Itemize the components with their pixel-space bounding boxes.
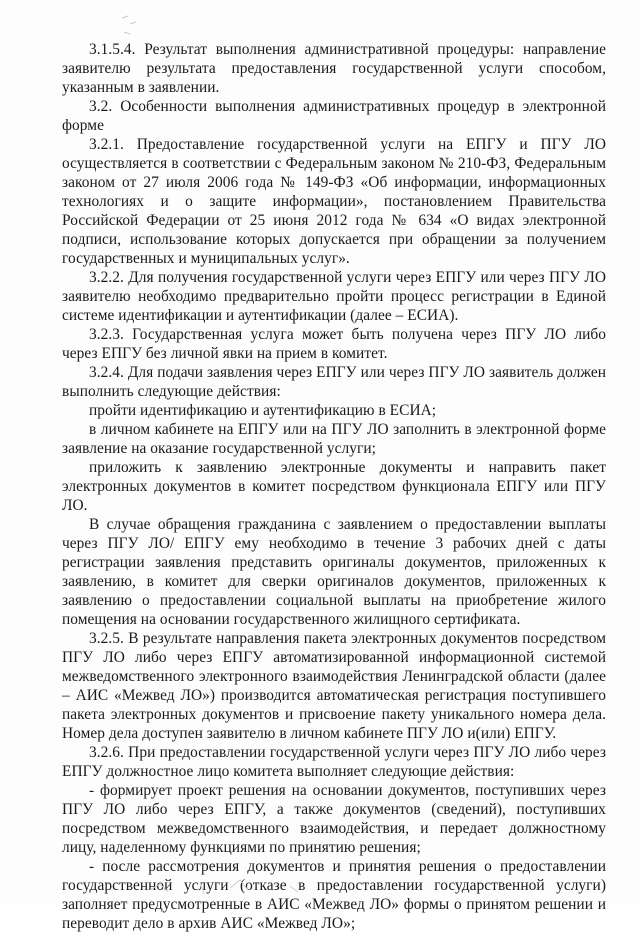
list-item-attach-documents: приложить к заявлению электронные документы и направить пакет электронных документов в комитет посредством функционала ЕПГУ или ПГУ ЛО. [62,459,606,514]
paragraph-3-1-5-4: 3.1.5.4. Результат выполнения административной процедуры: направление заявителю результата предоставления государственной услуги способом, указанным в заявлении. [62,41,606,96]
list-item-esia: пройти идентификацию и аутентификацию в ЕСИА; [89,402,437,419]
paragraph-3-2-6: 3.2.6. При предоставлении государственной услуги через ПГУ ЛО либо через ЕПГУ должностное лицо комитета выполняет следующие действия: [62,744,606,780]
paragraph-3-2-5: 3.2.5. В результате направления пакета электронных документов посредством ПГУ ЛО либо через ЕПГУ автоматизированной информационной системой межведомственного электронного взаимодействия Ленинградской области (далее – АИС «Межвед ЛО») производится автоматическая регистрация поступившего пакета электронных документов и присвоение пакету уникального номера дела. Номер дела доступен заявителю в личном кабинете ПГУ ЛО и(или) ЕПГУ. [62,630,606,742]
paragraph-originals-check: В случае обращения гражданина с заявлением о предоставлении выплаты через ПГУ ЛО/ ЕПГУ ему необходимо в течение 3 рабочих дней с даты регистрации заявления представить оригиналы документов, приложенных к заявлению, в комитет для сверки оригиналов документов, приложенных к заявлению о предоставлении социальной выплаты на приобретение жилого помещения на основании государственного жилищного сертификата. [62,516,606,628]
paragraph-3-2-heading: 3.2. Особенности выполнения административных процедур в электронной форме [62,98,606,134]
list-item-draft-decision: - формирует проект решения на основании документов, поступивших через ПГУ ЛО либо через ЕПГУ, а также документов (сведений), поступивших посредством межведомственного взаимодействия, и передает должностному лицу, наделенному функциями по принятию решения; [62,782,606,856]
paragraph-3-2-1: 3.2.1. Предоставление государственной услуги на ЕПГУ и ПГУ ЛО осуществляется в соответствии с Федеральным законом № 210-ФЗ, Федеральным законом от 27 июля 2006 года № 149-ФЗ «Об информации, информационных технологиях и о защите информации», постановлением Правительства Российской Федерации от 25 июня 2012 года № 634 «О видах электронной подписи, использование которых допускается при обращении за получением государственных и муниципальных услуг». [62,136,606,267]
paragraph-3-2-4: 3.2.4. Для подачи заявления через ЕПГУ или через ПГУ ЛО заявитель должен выполнить следующие действия: [62,364,606,400]
list-item-fill-form: в личном кабинете на ЕПГУ или на ПГУ ЛО заполнить в электронной форме заявление на оказание государственной услуги; [62,421,606,457]
list-item-archive-case: - после рассмотрения документов и принятия решения о предоставлении государственной услуги (отказе в предоставлении государственной услуги) заполняет предусмотренные в АИС «Межвед ЛО» формы о принятом решении и переводит дело в архив АИС «Межвед ЛО»; [62,858,606,932]
paragraph-3-2-2: 3.2.2. Для получения государственной услуги через ЕПГУ или через ПГУ ЛО заявителю необходимо предварительно пройти процесс регистрации в Единой системе идентификации и аутентификации (далее – ЕСИА). [62,269,606,324]
scan-noise-bottom [140,870,340,900]
paragraph-3-2-3: 3.2.3. Государственная услуга может быть получена через ПГУ ЛО либо через ЕПГУ без личной явки на прием в комитет. [62,326,606,362]
scan-noise-top [118,10,148,40]
